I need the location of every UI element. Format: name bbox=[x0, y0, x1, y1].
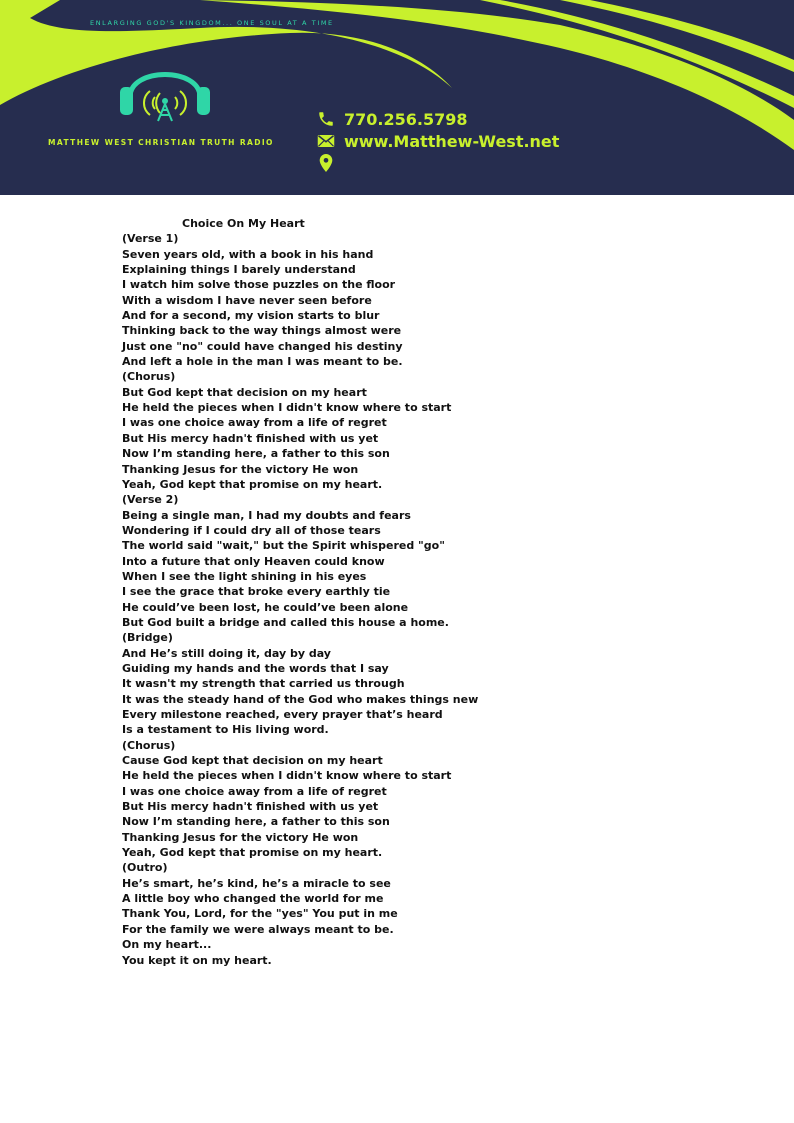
lyric-line: Yeah, God kept that promise on my heart. bbox=[122, 846, 383, 860]
lyric-line: On my heart... bbox=[122, 938, 212, 952]
lyric-line: Seven years old, with a book in his hand bbox=[122, 247, 374, 261]
logo-arc-text: ENLARGING GOD'S KINGDOM... ONE SOUL AT A TIME bbox=[90, 19, 334, 27]
lyric-line: (Chorus) bbox=[122, 370, 176, 384]
lyric-line: I was one choice away from a life of regret bbox=[122, 416, 387, 430]
contact-location-row bbox=[316, 152, 559, 174]
lyric-line: But God kept that decision on my heart bbox=[122, 385, 367, 399]
song-title: Choice On My Heart bbox=[182, 217, 305, 230]
lyric-line: But His mercy hadn't finished with us yet bbox=[122, 431, 379, 445]
station-name: MATTHEW WEST CHRISTIAN TRUTH RADIO bbox=[48, 138, 274, 147]
lyric-line: (Chorus) bbox=[122, 738, 176, 752]
song-lyrics bbox=[122, 216, 742, 968]
lyric-line: Is a testament to His living word. bbox=[122, 723, 329, 737]
phone-number[interactable]: 770.256.5798 bbox=[344, 109, 468, 129]
lyric-line: It wasn't my strength that carried us through bbox=[122, 677, 405, 691]
lyric-line: But His mercy hadn't finished with us yet bbox=[122, 800, 379, 814]
lyric-line: And left a hole in the man I was meant to be. bbox=[122, 355, 403, 369]
lyric-lines bbox=[122, 231, 742, 968]
lyric-line: With a wisdom I have never seen before bbox=[122, 293, 372, 307]
lyric-line: Being a single man, I had my doubts and fears bbox=[122, 508, 411, 522]
lyric-line: A little boy who changed the world for me bbox=[122, 892, 384, 906]
lyric-line: For the family we were always meant to be. bbox=[122, 922, 394, 936]
lyric-line: I watch him solve those puzzles on the floor bbox=[122, 278, 396, 292]
lyric-line: I was one choice away from a life of regret bbox=[122, 784, 387, 798]
lyric-line: (Bridge) bbox=[122, 631, 173, 645]
lyric-line: But God built a bridge and called this house a home. bbox=[122, 615, 449, 629]
contact-phone-row bbox=[316, 108, 559, 130]
lyric-line: Cause God kept that decision on my heart bbox=[122, 754, 383, 768]
headphones-radio-tower-icon bbox=[120, 75, 210, 122]
radio-logo bbox=[90, 19, 334, 145]
lyric-line: Just one "no" could have changed his destiny bbox=[122, 339, 403, 353]
lyric-line: Thanking Jesus for the victory He won bbox=[122, 830, 359, 844]
contact-website-row bbox=[316, 130, 559, 152]
lyric-line: (Verse 1) bbox=[122, 232, 179, 246]
location-pin-icon bbox=[316, 153, 336, 173]
contact-block bbox=[316, 108, 559, 174]
lyric-line: He held the pieces when I didn't know where to start bbox=[122, 401, 452, 415]
website-link[interactable]: www.Matthew-West.net bbox=[344, 131, 560, 151]
lyric-line: Now I’m standing here, a father to this son bbox=[122, 815, 390, 829]
lyric-line: Thank You, Lord, for the "yes" You put in me bbox=[122, 907, 398, 921]
lyric-line: He’s smart, he’s kind, he’s a miracle to see bbox=[122, 876, 391, 890]
lyric-line: It was the steady hand of the God who makes things new bbox=[122, 692, 479, 706]
lyric-line: He held the pieces when I didn't know where to start bbox=[122, 769, 452, 783]
lyric-line: Thinking back to the way things almost were bbox=[122, 324, 402, 338]
lyric-line: Wondering if I could dry all of those tears bbox=[122, 523, 381, 537]
lyric-line: Yeah, God kept that promise on my heart. bbox=[122, 477, 383, 491]
mail-icon bbox=[316, 131, 336, 151]
lyric-line: Explaining things I barely understand bbox=[122, 263, 356, 277]
lyric-line: I see the grace that broke every earthly tie bbox=[122, 585, 391, 599]
lyric-line: You kept it on my heart. bbox=[122, 953, 272, 967]
lyric-line: (Outro) bbox=[122, 861, 168, 875]
lyric-line: Into a future that only Heaven could know bbox=[122, 554, 385, 568]
lyric-line: And He’s still doing it, day by day bbox=[122, 646, 331, 660]
lyric-line: Every milestone reached, every prayer that’s heard bbox=[122, 708, 443, 721]
lyric-line: He could’ve been lost, he could’ve been alone bbox=[122, 600, 409, 614]
lyric-line: When I see the light shining in his eyes bbox=[122, 569, 367, 583]
lyric-line: Thanking Jesus for the victory He won bbox=[122, 462, 359, 476]
lyric-line: Now I’m standing here, a father to this son bbox=[122, 447, 390, 461]
letterhead-header bbox=[0, 0, 794, 195]
lyric-line: And for a second, my vision starts to blur bbox=[122, 309, 380, 323]
lyric-line: (Verse 2) bbox=[122, 493, 179, 507]
phone-icon bbox=[316, 109, 336, 129]
lyric-line: The world said "wait," but the Spirit whispered "go" bbox=[122, 539, 445, 553]
lyric-line: Guiding my hands and the words that I say bbox=[122, 661, 389, 675]
